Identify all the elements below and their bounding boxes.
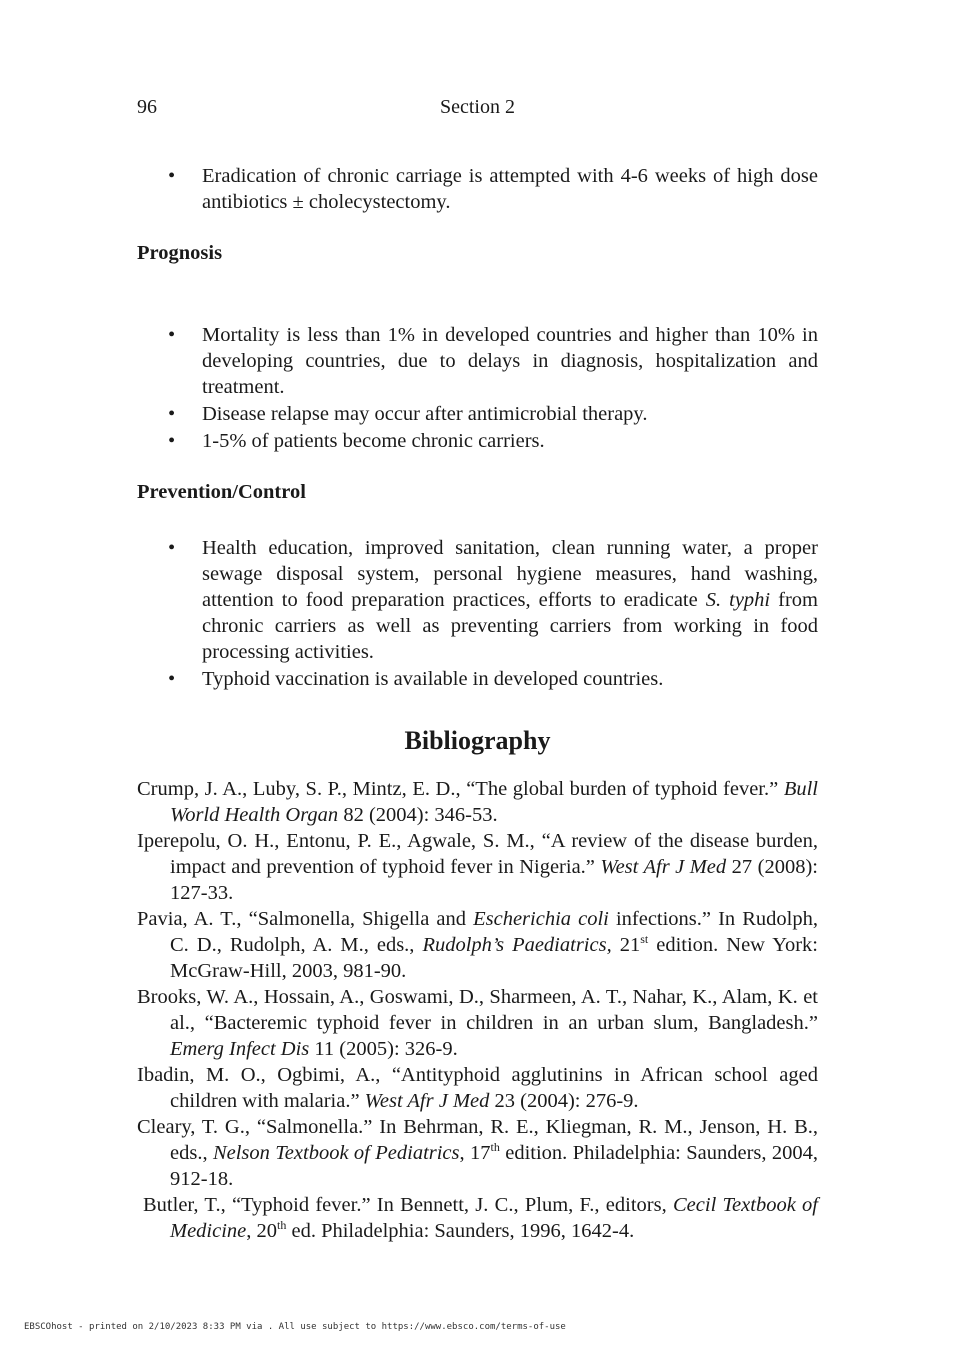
bullet-glyph: •: [168, 668, 176, 690]
reference-item: Crump, J. A., Luby, S. P., Mintz, E. D., “The global burden of typhoid fever.” Bull World Health Organ 82 (2004): 346-53.: [137, 778, 818, 826]
list-item: • Health education, improved sanitation, clean running water, a proper sewage disposal system, personal hygiene measures, hand washing, attention to food preparation practices, efforts to eradicate S. typhi from chronic carriers as well as preventing carriers from working in food processing activities.: [168, 537, 818, 663]
print-footer: EBSCOhost - printed on 2/10/2023 8:33 PM via . All use subject to https://www.ebsco.com/terms-of-use: [24, 1322, 566, 1332]
section-label: Section 2: [440, 96, 515, 118]
prevention-heading: Prevention/Control: [137, 481, 306, 503]
bullet-glyph: •: [168, 537, 176, 559]
list-item: • Mortality is less than 1% in developed countries and higher than 10% in developing countries, due to delays in diagnosis, hospitalization and treatment.: [168, 324, 818, 398]
prognosis-heading: Prognosis: [137, 242, 223, 264]
list-item: • Eradication of chronic carriage is attempted with 4-6 weeks of high dose antibiotics ± cholecystectomy.: [168, 165, 818, 213]
prevention-bullet-list: [137, 535, 818, 693]
bullet-glyph: •: [168, 403, 176, 425]
bullet-glyph: •: [168, 165, 176, 187]
reference-item: Iperepolu, O. H., Entonu, P. E., Agwale, S. M., “A review of the disease burden, impact and prevention of typhoid fever in Nigeria.” West Afr J Med 27 (2008): 127-33.: [137, 830, 818, 904]
list-item: • 1-5% of patients become chronic carriers.: [168, 430, 545, 452]
bibliography-title: Bibliography: [404, 726, 551, 755]
reference-item: Pavia, A. T., “Salmonella, Shigella and Escherichia coli infections.” In Rudolph, C. D., Rudolph, A. M., eds., Rudolph’s Paediatrics, 21st edition. New York: McGraw-Hill, 2003, 981-90.: [137, 908, 819, 982]
reference-item: Ibadin, M. O., Ogbimi, A., “Antityphoid agglutinins in African school aged children with malaria.” West Afr J Med 23 (2004): 276-9.: [137, 1064, 818, 1112]
bullet-glyph: •: [168, 430, 176, 452]
page-number: 96: [137, 96, 157, 118]
running-head: [137, 96, 818, 122]
reference-item: Brooks, W. A., Hossain, A., Goswami, D., Sharmeen, A. T., Nahar, K., Alam, K. et al., “Bacteremic typhoid fever in children in an urban slum, Bangladesh.” Emerg Infect Dis 11 (2005): 326-9.: [137, 986, 818, 1060]
top-bullet-list: [137, 163, 818, 216]
bullet-glyph: •: [168, 324, 176, 346]
bibliography-list: [137, 776, 818, 1244]
prognosis-bullet-list: [137, 322, 818, 455]
list-item: • Disease relapse may occur after antimicrobial therapy.: [168, 403, 648, 425]
reference-item: Butler, T., “Typhoid fever.” In Bennett, J. C., Plum, F., editors, Cecil Textbook of Medicine, 20th ed. Philadelphia: Saunders, 1996, 1642-4.: [143, 1194, 818, 1242]
reference-item: Cleary, T. G., “Salmonella.” In Behrman, R. E., Kliegman, R. M., Jenson, H. B., eds., Nelson Textbook of Pediatrics, 17th edition. Philadelphia: Saunders, 2004, 912-18.: [137, 1116, 819, 1190]
list-item: • Typhoid vaccination is available in developed countries.: [168, 668, 664, 690]
